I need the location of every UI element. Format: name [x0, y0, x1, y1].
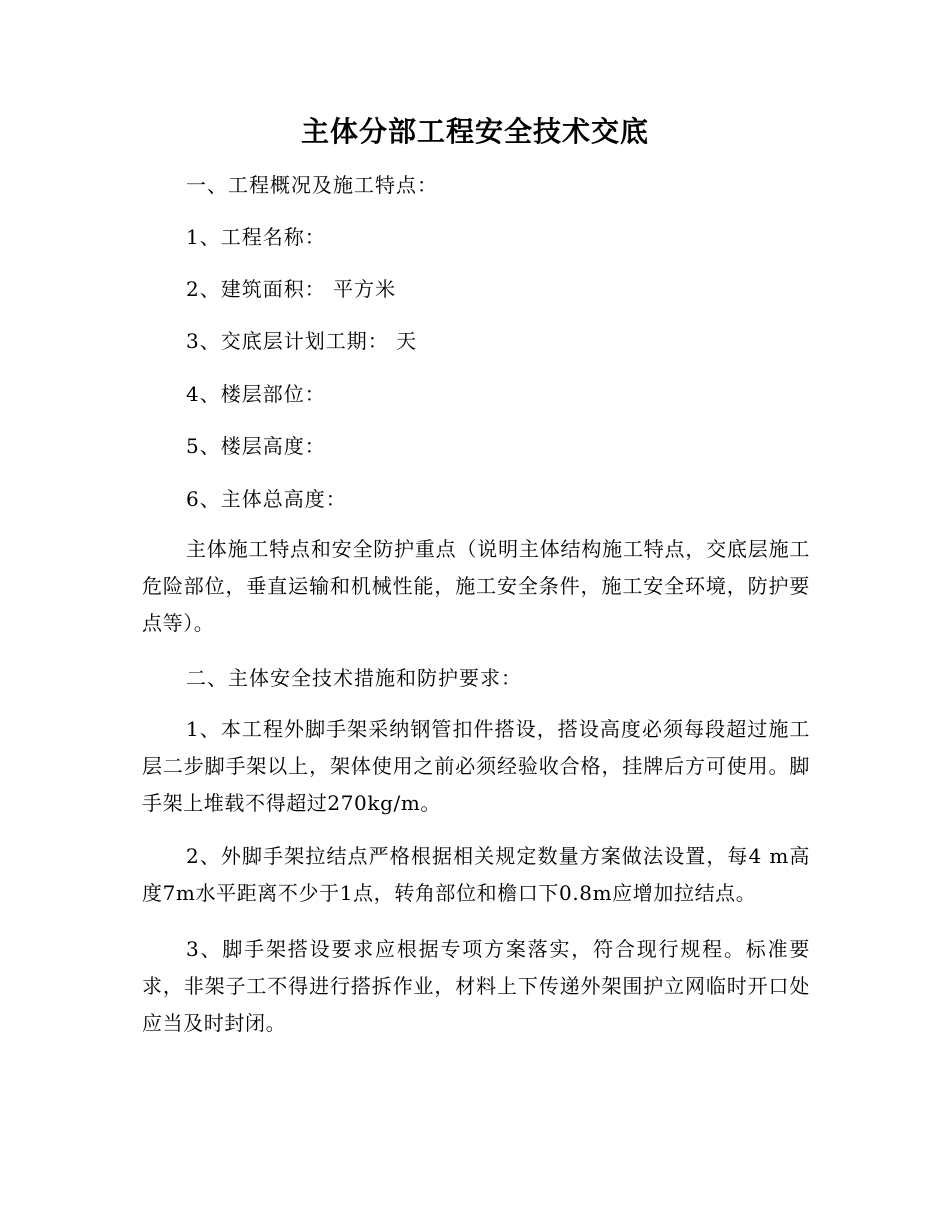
item-floor-location: 4、楼层部位： — [186, 382, 326, 406]
features-paragraph: 主体施工特点和安全防护重点（说明主体结构施工特点，交底层施工危险部位，垂直运输和机械性能，施工安全条件，施工安全环境，防护要点等）。 — [142, 537, 810, 635]
measure-paragraph-3: 3、脚手架搭设要求应根据专项方案落实，符合现行规程。标准要求，非架子工不得进行搭拆作业，材料上下传递外架围护立网临时开口处应当及时封闭。 — [142, 937, 810, 1035]
measure-paragraph-2: 2、外脚手架拉结点严格根据相关规定数量方案做法设置，每4 m高度7m水平距离不少于1点，转角部位和檐口下0.8m应增加拉结点。 — [142, 844, 810, 905]
item-planned-period: 3、交底层计划工期： 天 — [186, 329, 418, 353]
section2-heading: 二、主体安全技术措施和防护要求： — [186, 666, 522, 690]
item-total-height: 6、主体总高度： — [186, 487, 347, 511]
item-project-name: 1、工程名称： — [186, 225, 326, 249]
measure-paragraph-1: 1、本工程外脚手架采纳钢管扣件搭设，搭设高度必须每段超过施工层二步脚手架以上，架体使用之前必须经验收合格，挂牌后方可使用。脚手架上堆载不得超过270kg/m。 — [142, 717, 810, 815]
item-floor-height: 5、楼层高度： — [186, 434, 326, 458]
item-building-area: 2、建筑面积： 平方米 — [186, 277, 397, 301]
section1-heading: 一、工程概况及施工特点： — [186, 173, 438, 197]
document-title: 主体分部工程安全技术交底 — [300, 115, 649, 148]
